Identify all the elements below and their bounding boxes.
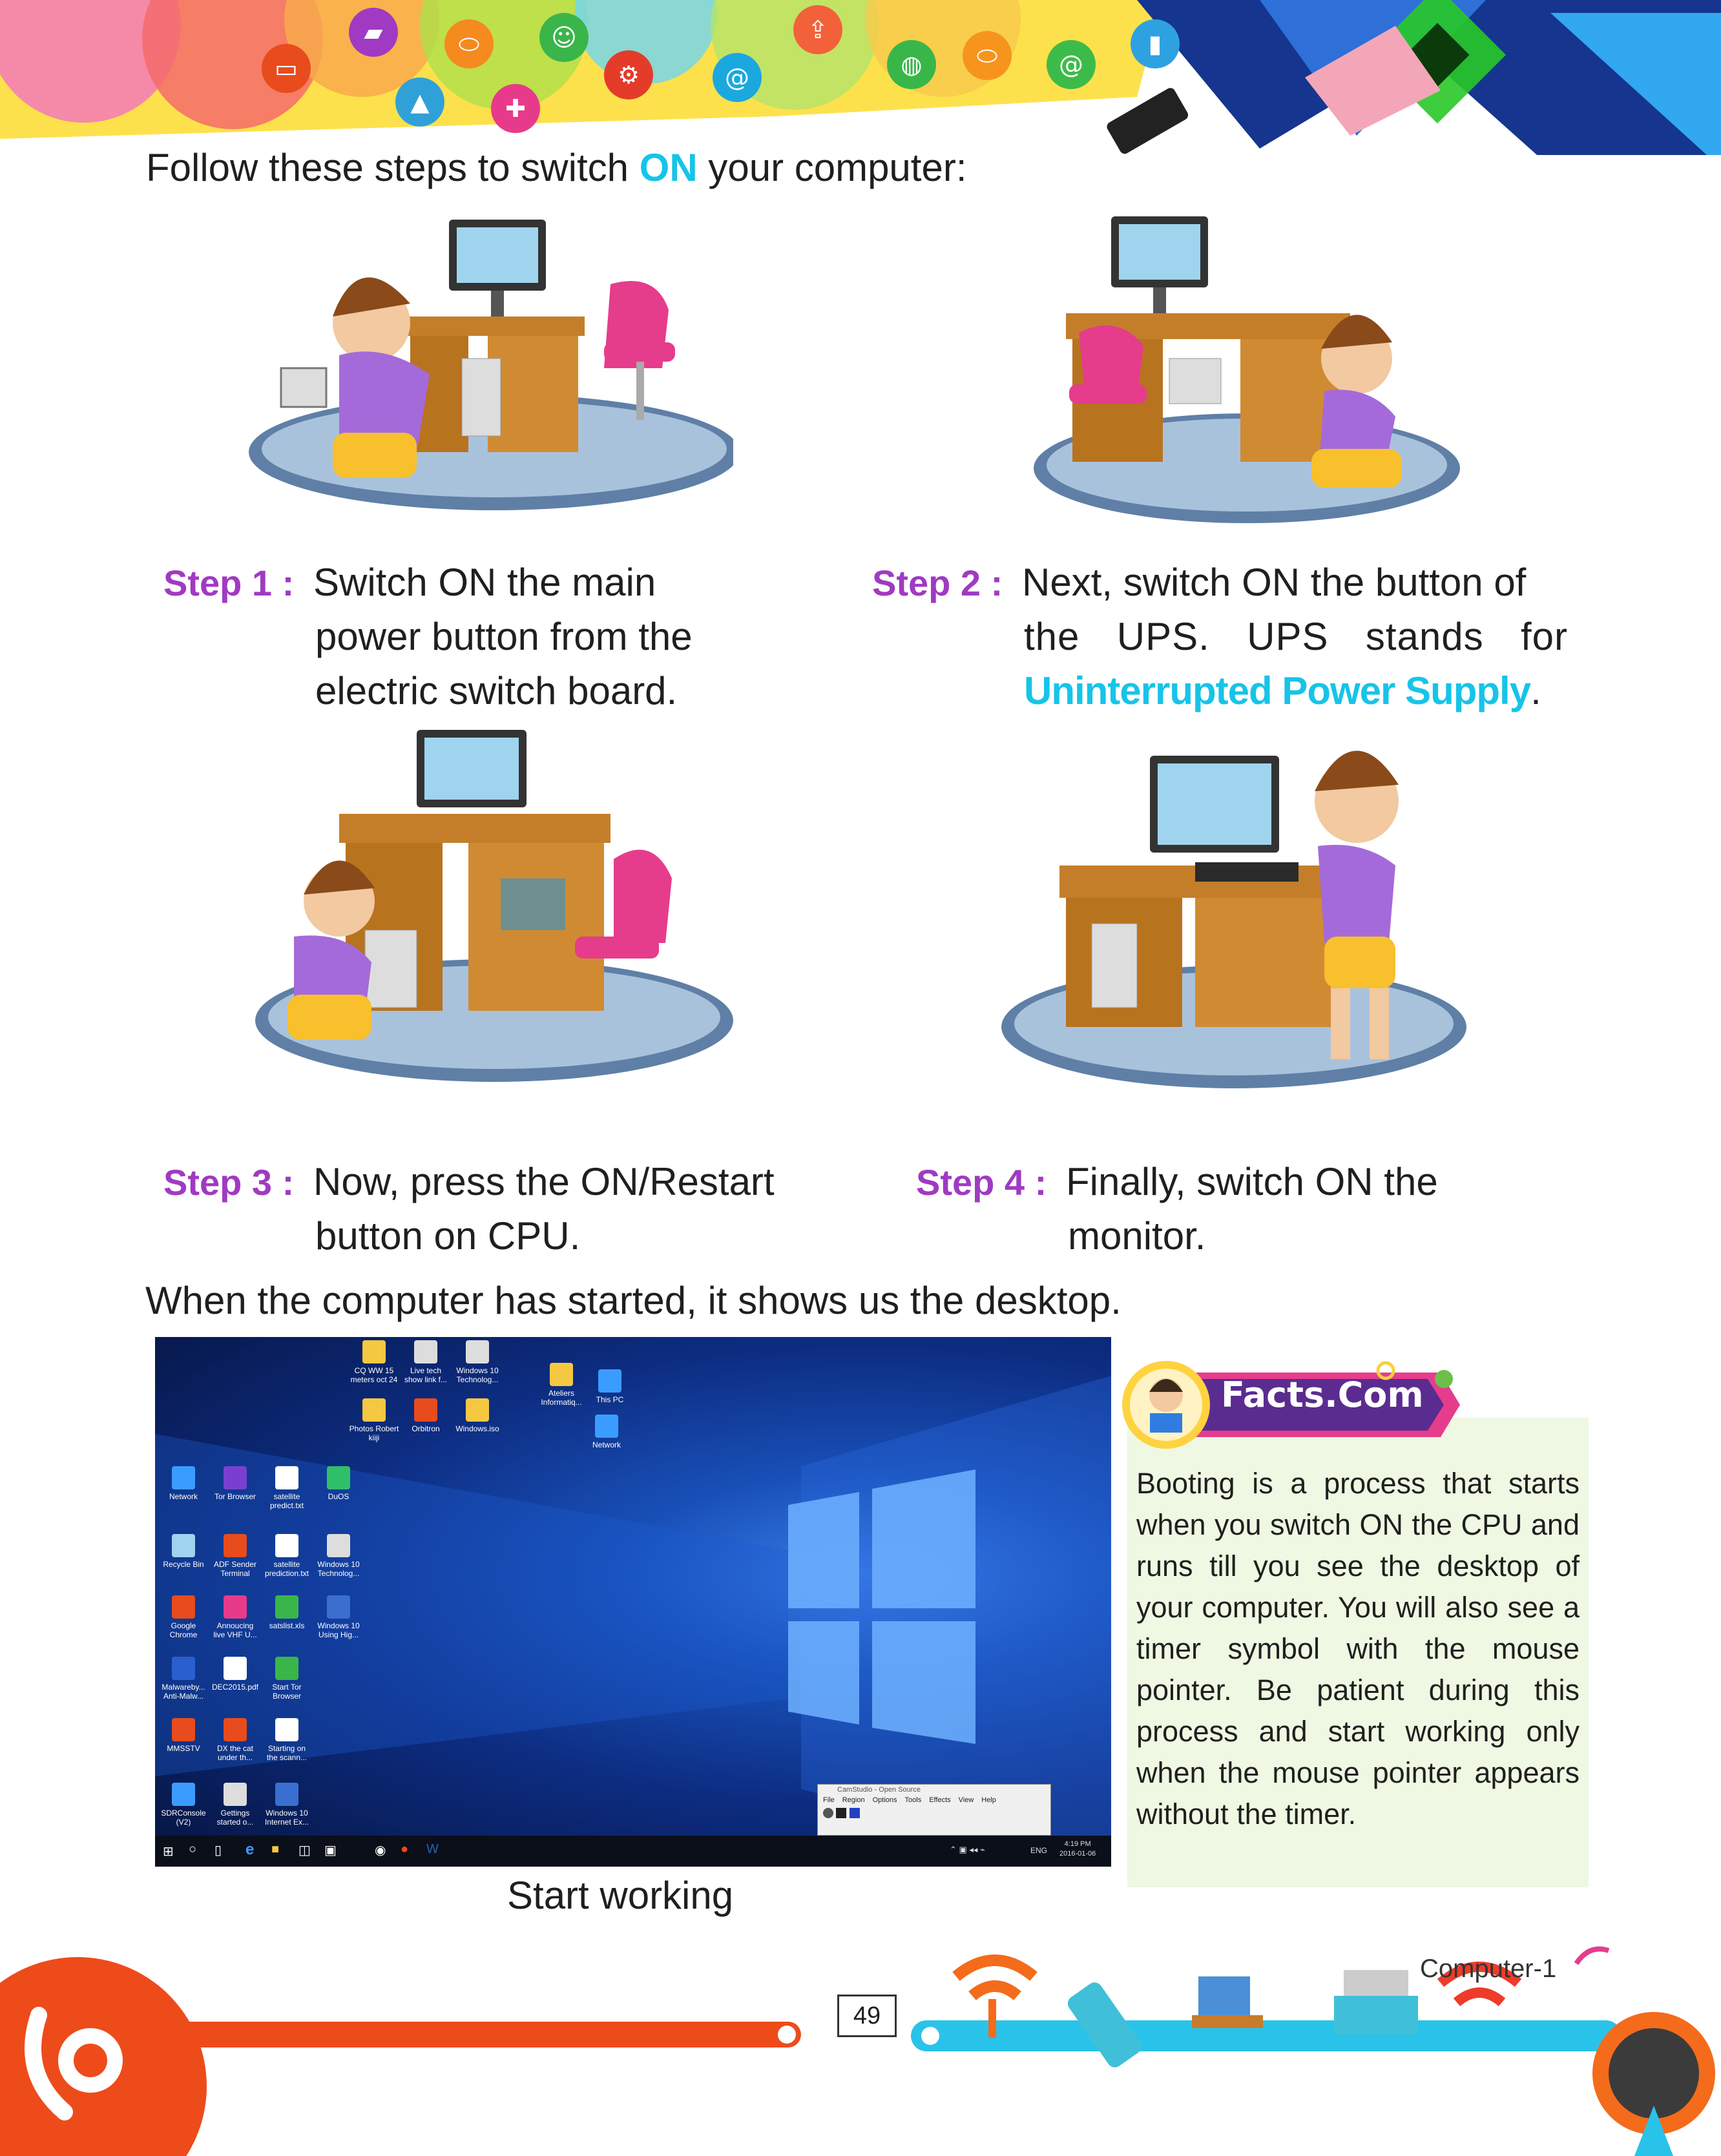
record-icon[interactable] — [823, 1808, 833, 1818]
desktop-icon-label: Gettings started o... — [216, 1809, 254, 1827]
desktop-icon-image — [275, 1534, 298, 1557]
step-2-label: Step 2 : — [872, 563, 1003, 603]
desktop-icon-image — [414, 1340, 437, 1363]
desktop-icon-label: ADF Sender Terminal — [213, 1560, 257, 1578]
step-2-highlight: Uninterrupted Power Supply — [1024, 669, 1531, 712]
desktop-icon-image — [327, 1534, 350, 1557]
facts-text: Booting is a process that starts when you switch ON the CPU and runs till you see the desktop of your computer. You will also see a timer symbol with the mouse pointer. Be patient during this process and start working only when the mouse pointer appears without the timer. — [1136, 1467, 1580, 1830]
desktop-icon-image — [224, 1595, 247, 1619]
desktop-icon[interactable] — [158, 1534, 209, 1569]
desktop-icon[interactable] — [585, 1369, 635, 1404]
tray-date: 2016-01-06 — [1059, 1850, 1096, 1858]
store-icon[interactable]: ◫ — [298, 1843, 311, 1858]
desktop-icon[interactable] — [262, 1466, 312, 1510]
camstudio-menu-item[interactable]: File — [823, 1796, 835, 1804]
desktop-icon[interactable] — [401, 1398, 451, 1433]
desktop-icon-image — [224, 1534, 247, 1557]
desktop-icon-label: Windows 10 Internet Ex... — [264, 1809, 309, 1827]
desktop-icon-image — [550, 1363, 573, 1386]
desktop-icon-label: DEC2015.pdf — [211, 1683, 259, 1692]
camstudio-menu-item[interactable]: Help — [981, 1796, 996, 1804]
desktop-icon[interactable] — [313, 1466, 364, 1501]
desktop-icon[interactable] — [262, 1783, 312, 1827]
gamepad-icon: ✚ — [491, 84, 540, 133]
desktop-icon[interactable] — [158, 1718, 209, 1753]
desktop-icon-label: satellite predict.txt — [269, 1492, 304, 1510]
desktop-icon[interactable] — [313, 1534, 364, 1578]
desktop-icon[interactable] — [581, 1415, 632, 1449]
step-3-line-1: Now, press the ON/Restart — [313, 1160, 775, 1203]
desktop-icon-image — [598, 1369, 621, 1393]
network-people-icon: ☺ — [539, 13, 589, 62]
illustration-step-2 — [1027, 210, 1460, 533]
desktop-icon[interactable] — [210, 1783, 260, 1827]
desktop-icon[interactable] — [313, 1595, 364, 1639]
desktop-icon[interactable] — [158, 1466, 209, 1501]
intro-before: Follow these steps to switch — [146, 146, 640, 189]
desktop-icon-label: Network — [592, 1440, 621, 1449]
desktop-icon[interactable] — [210, 1657, 260, 1692]
desktop-icon-image — [595, 1415, 618, 1438]
desktop-icon-image — [275, 1783, 298, 1806]
settings-gears-icon: ⚙ — [604, 50, 653, 99]
desktop-icon[interactable] — [452, 1398, 503, 1433]
monitor-icon: ▭ — [262, 44, 311, 93]
camstudio-menu-item[interactable]: View — [958, 1796, 974, 1804]
camstudio-window[interactable] — [817, 1784, 1051, 1836]
desktop-icon-image — [466, 1340, 489, 1363]
desktop-icon-label: Windows.iso — [455, 1424, 499, 1433]
desktop-icon-label: This PC — [596, 1395, 624, 1404]
desktop-caption: Start working — [507, 1874, 734, 1917]
desktop-icon-image — [362, 1398, 386, 1422]
tray-lang[interactable]: ENG — [1030, 1846, 1048, 1855]
bar-chart-icon: ▮ — [1131, 19, 1180, 68]
desktop-icon-image — [224, 1718, 247, 1741]
desktop-icon-image — [275, 1718, 298, 1741]
desktop-icon[interactable] — [262, 1657, 312, 1701]
desktop-icon-label: Start Tor Browser — [272, 1683, 302, 1701]
desktop-icon-label: DX the cat under th... — [216, 1744, 254, 1762]
desktop-icon-label: Live tech show link f... — [404, 1366, 448, 1384]
mouse-icon: ⬭ — [444, 19, 494, 68]
desktop-icon-image — [172, 1657, 195, 1680]
chart-icon: ▲ — [395, 78, 444, 127]
step-3 — [163, 1155, 842, 1271]
step-1-line-1: Switch ON the main — [313, 561, 656, 604]
desktop-icon[interactable] — [262, 1595, 312, 1630]
desktop-icon[interactable] — [210, 1595, 260, 1639]
tray-clock[interactable] — [1059, 1840, 1096, 1859]
at-sign-small-icon: @ — [1047, 40, 1096, 89]
desktop-icon-label: Windows 10 Technolog... — [456, 1366, 499, 1384]
desktop-icon-image — [172, 1466, 195, 1489]
desktop-icon[interactable] — [158, 1595, 209, 1639]
desktop-icon-label: Starting on the scann... — [266, 1744, 308, 1762]
desktop-icon-label: Recycle Bin — [163, 1560, 204, 1569]
desktop-icon-label: Malwareby... Anti-Malw... — [162, 1683, 205, 1701]
desktop-icon-label: Orbitron — [412, 1424, 440, 1433]
step-4-label: Step 4 : — [916, 1162, 1047, 1203]
step-1-line-3: electric switch board. — [315, 669, 678, 712]
desktop-icon-image — [362, 1340, 386, 1363]
desktop-icon-image — [172, 1718, 195, 1741]
step-2-line-1: Next, switch ON the button of — [1022, 561, 1527, 604]
step-3-label: Step 3 : — [163, 1162, 295, 1203]
desktop-icon-label: CQ WW 15 meters oct 24 — [350, 1366, 398, 1384]
desktop-icon-image — [224, 1783, 247, 1806]
task-view-icon[interactable]: ▯ — [214, 1843, 222, 1858]
desktop-icon-label: SDRConsole (V2) — [161, 1809, 206, 1827]
desktop-icon[interactable] — [158, 1783, 209, 1827]
step-4-line-2: monitor. — [1068, 1214, 1206, 1258]
mouse-small-icon: ⬭ — [963, 31, 1012, 80]
illustration-step-1 — [242, 207, 733, 517]
desktop-icon-label: Tor Browser — [214, 1492, 256, 1501]
step-2 — [872, 555, 1576, 723]
desktop-icon-image — [327, 1595, 350, 1619]
desktop-icon[interactable] — [262, 1718, 312, 1762]
camstudio-task-icon[interactable]: ◉ — [375, 1843, 386, 1858]
camstudio-toolbar — [818, 1805, 1050, 1824]
desktop-icon-image — [275, 1657, 298, 1680]
tray-time: 4:19 PM — [1064, 1840, 1091, 1848]
camstudio-menu — [818, 1795, 1050, 1805]
stop-icon[interactable] — [850, 1808, 860, 1818]
desktop-icon[interactable] — [452, 1340, 503, 1384]
desktop-icon[interactable] — [401, 1340, 451, 1384]
search-icon[interactable]: ○ — [189, 1842, 197, 1856]
desktop-icon-image — [172, 1595, 195, 1619]
illustration-step-3 — [255, 730, 733, 1092]
desktop-icon-image — [224, 1657, 247, 1680]
step-4-line-1: Finally, switch ON the — [1066, 1160, 1438, 1203]
desktop-icon[interactable] — [349, 1340, 399, 1384]
camstudio-menu-item[interactable]: Effects — [929, 1796, 951, 1804]
header-banner — [0, 0, 1721, 155]
desktop-icon-label: Windows 10 Using Hig... — [317, 1621, 360, 1639]
desktop-intro: When the computer has started, it shows us the desktop. — [145, 1279, 1121, 1322]
desktop-icon-label: Windows 10 Technolog... — [317, 1560, 360, 1578]
folder-icon: ▰ — [349, 8, 398, 57]
step-1-label: Step 1 : — [163, 563, 295, 603]
desktop-icon[interactable] — [536, 1363, 587, 1407]
desktop-icon-image — [224, 1466, 247, 1489]
desktop-icon[interactable] — [349, 1398, 399, 1442]
desktop-icon-label: Network — [169, 1492, 198, 1501]
edge-icon[interactable]: e — [245, 1841, 255, 1858]
desktop-icon-image — [466, 1398, 489, 1422]
desktop-icon[interactable] — [210, 1718, 260, 1762]
step-4 — [916, 1155, 1497, 1271]
book-title: Computer-1 — [1420, 1954, 1557, 1983]
desktop-icon-label: Ateliers Informatiq... — [541, 1389, 582, 1407]
taskbar — [155, 1836, 1111, 1867]
camstudio-menu-item[interactable]: Options — [872, 1796, 897, 1804]
start-icon[interactable]: ⊞ — [163, 1845, 174, 1859]
upload-icon: ⇪ — [793, 5, 842, 54]
desktop-icon-image — [414, 1398, 437, 1422]
explorer-icon[interactable]: ■ — [271, 1842, 280, 1856]
tray-icons[interactable]: ⌃ ▣ ◂◂ ⌁ — [950, 1845, 985, 1854]
desktop-icon-image — [172, 1783, 195, 1806]
desktop-screenshot — [155, 1337, 1111, 1867]
intro-line — [146, 141, 967, 195]
step-1-line-2: power button from the — [315, 615, 693, 658]
step-3-line-2: button on CPU. — [315, 1214, 581, 1258]
desktop-icon-image — [275, 1466, 298, 1489]
desktop-icon[interactable] — [210, 1466, 260, 1501]
desktop-icon-label: Google Chrome — [169, 1621, 198, 1639]
globe-icon: ◍ — [887, 40, 936, 89]
app-icon[interactable]: ▣ — [324, 1843, 337, 1858]
pause-icon[interactable] — [836, 1808, 846, 1818]
camstudio-menu-item[interactable]: Tools — [904, 1796, 922, 1804]
desktop-icon[interactable] — [210, 1534, 260, 1578]
desktop-icon[interactable] — [262, 1534, 312, 1578]
desktop-icon-image — [172, 1534, 195, 1557]
word-icon[interactable]: W — [426, 1842, 439, 1856]
intro-after: your computer: — [697, 146, 967, 189]
desktop-icon-image — [275, 1595, 298, 1619]
desktop-icon-label: Annoucing live VHF U... — [213, 1621, 257, 1639]
desktop-icon[interactable] — [158, 1657, 209, 1701]
desktop-icon-label: satslist.xls — [269, 1621, 305, 1630]
desktop-icon-label: Photos Robert kiiji — [349, 1424, 399, 1442]
desktop-icon-label: MMSSTV — [167, 1744, 200, 1753]
step-2-end: . — [1530, 669, 1541, 712]
step-2-line-2: the UPS. UPS stands for — [1024, 615, 1568, 658]
camstudio-title: CamStudio - Open Source — [837, 1786, 921, 1794]
facts-box — [1127, 1418, 1589, 1887]
desktop-icon-image — [327, 1466, 350, 1489]
camstudio-menu-item[interactable]: Region — [842, 1796, 865, 1804]
facts-title: Facts.Com — [1221, 1374, 1424, 1415]
intro-highlight: ON — [639, 146, 698, 189]
page-number: 49 — [837, 1995, 897, 2037]
at-sign-icon: @ — [713, 53, 762, 102]
step-1 — [163, 555, 809, 723]
desktop-icon-label: satellite prediction.txt — [264, 1560, 309, 1578]
chrome-icon[interactable]: ● — [401, 1842, 409, 1856]
illustration-step-4 — [1001, 730, 1473, 1098]
desktop-icon-label: DuOS — [328, 1492, 349, 1501]
